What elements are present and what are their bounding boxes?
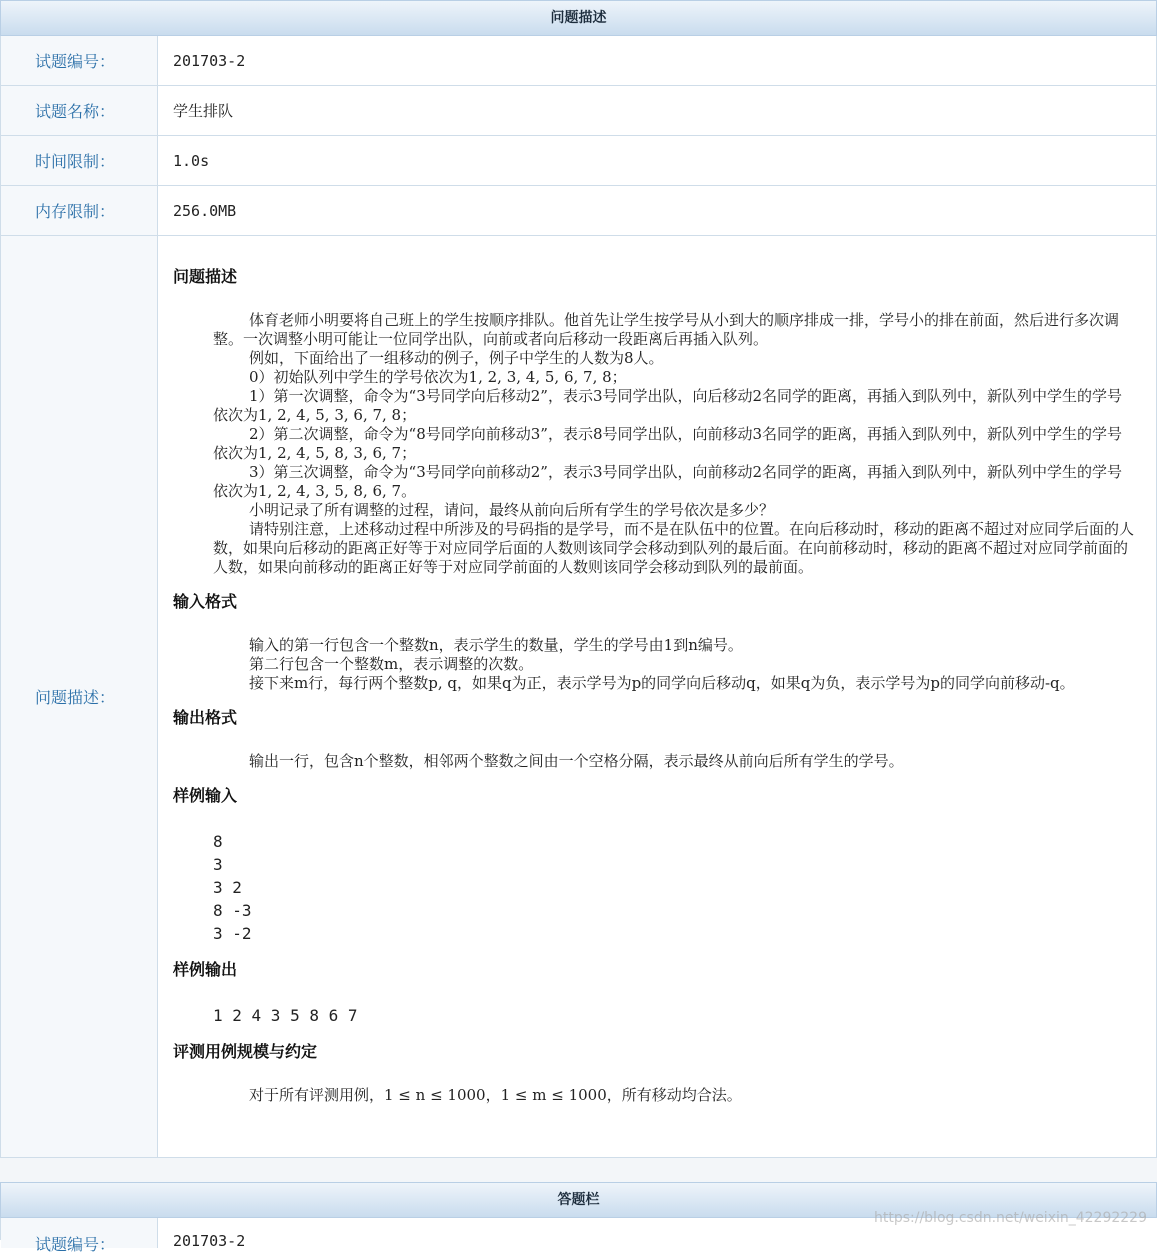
output-paragraph: 输出一行，包含n个整数，相邻两个整数之间由一个空格分隔，表示最终从前向后所有学生的学号。 [249,752,904,770]
description-paragraph: 体育老师小明要将自己班上的学生按顺序排队。他首先让学生按学号从小到大的顺序排成一排，学号小的排在前面，然后进行多次调整。一次调整小明可能让一位同学出队，向前或者向后移动一段距离后再插入队列。 [213,311,1120,348]
description-paragraphs [213,311,1134,577]
description-paragraph: 请特别注意，上述移动过程中所涉及的号码指的是学号，而不是在队伍中的位置。在向后移动时，移动的距离不超过对应同学后面的人数，如果向后移动的距离正好等于对应同学后面的人数则该同学会移动到队列的最后面。在向前移动时，移动的距离不超过对应同学前面的人数，如果向前移动的距离正好等于对应同学前面的人数则该同学会移动到队列的最前面。 [213,520,1135,576]
memory-limit-label: 内存限制： [1,186,158,235]
problem-description-content [158,236,1156,1157]
section-title-sample-input: 样例输入 [173,786,238,805]
section-title-output-format: 输出格式 [173,708,238,727]
section-title-input-format: 输入格式 [173,592,238,611]
description-paragraph: 1）第一次调整，命令为“3号同学向后移动2”，表示3号同学出队，向后移动2名同学的距离，再插入到队列中，新队列中学生的学号依次为1, 2, 4, 5, 3, 6, 7, 8； [213,387,1123,424]
row-time-limit [1,136,1156,186]
memory-limit-value: 256.0MB [173,201,237,220]
input-format-paragraphs [213,636,1134,693]
problem-description-label: 问题描述： [1,236,158,1157]
description-paragraph: 3）第三次调整，命令为“3号同学向前移动2”，表示3号同学出队，向前移动2名同学的距离，再插入到队列中，新队列中学生的学号依次为1, 2, 4, 3, 5, 8, 6, 7。 [213,463,1123,500]
scale-paragraph: 对于所有评测用例，1 ≤ n ≤ 1000，1 ≤ m ≤ 1000，所有移动均合法。 [249,1086,742,1104]
problem-panel-header: 问题描述 [0,0,1157,36]
time-limit-value: 1.0s [173,151,210,170]
answer-problem-id-value: 201703-2 [173,1232,246,1250]
row-problem-id [1,36,1156,86]
description-paragraph: 小明记录了所有调整的过程，请问，最终从前向后所有学生的学号依次是多少？ [249,501,775,519]
answer-problem-id-label: 试题编号： [1,1218,158,1248]
row-problem-name [1,86,1156,136]
output-format-paragraphs [213,752,1134,771]
time-limit-label: 时间限制： [1,136,158,185]
problem-info-table [0,36,1157,1158]
sample-output-block: 1 2 4 3 5 8 6 7 [213,1006,358,1025]
answer-panel-header: 答题栏 [0,1182,1157,1218]
input-paragraph: 输入的第一行包含一个整数n，表示学生的数量，学生的学号由1到n编号。 [249,636,743,654]
section-title-description: 问题描述 [173,267,238,286]
description-paragraph: 0）初始队列中学生的学号依次为1, 2, 3, 4, 5, 6, 7, 8； [249,368,627,386]
watermark-text: https://blog.csdn.net/weixin_42292229 [873,1210,1147,1226]
input-paragraph: 接下来m行，每行两个整数p, q，如果q为正，表示学号为p的同学向后移动q，如果q为负，表示学号为p的同学向前移动-q。 [249,674,1075,692]
section-title-sample-output: 样例输出 [173,960,238,979]
section-title-scale: 评测用例规模与约定 [173,1042,318,1061]
problem-name-label: 试题名称： [1,86,158,135]
row-memory-limit [1,186,1156,236]
problem-id-value: 201703-2 [173,51,246,70]
input-paragraph: 第二行包含一个整数m，表示调整的次数。 [249,655,534,673]
problem-id-label: 试题编号： [1,36,158,85]
problem-name-value: 学生排队 [173,102,234,120]
scale-paragraphs [213,1086,1134,1105]
description-paragraph: 例如，下面给出了一组移动的例子，例子中学生的人数为8人。 [249,349,664,367]
sample-input-block: 8 3 3 2 8 -3 3 -2 [213,832,252,943]
description-paragraph: 2）第二次调整，命令为“8号同学向前移动3”，表示8号同学出队，向前移动3名同学的距离，再插入到队列中，新队列中学生的学号依次为1, 2, 4, 5, 8, 3, 6, 7； [213,425,1123,462]
row-problem-description [1,236,1156,1158]
panel-gap [0,1158,1157,1182]
